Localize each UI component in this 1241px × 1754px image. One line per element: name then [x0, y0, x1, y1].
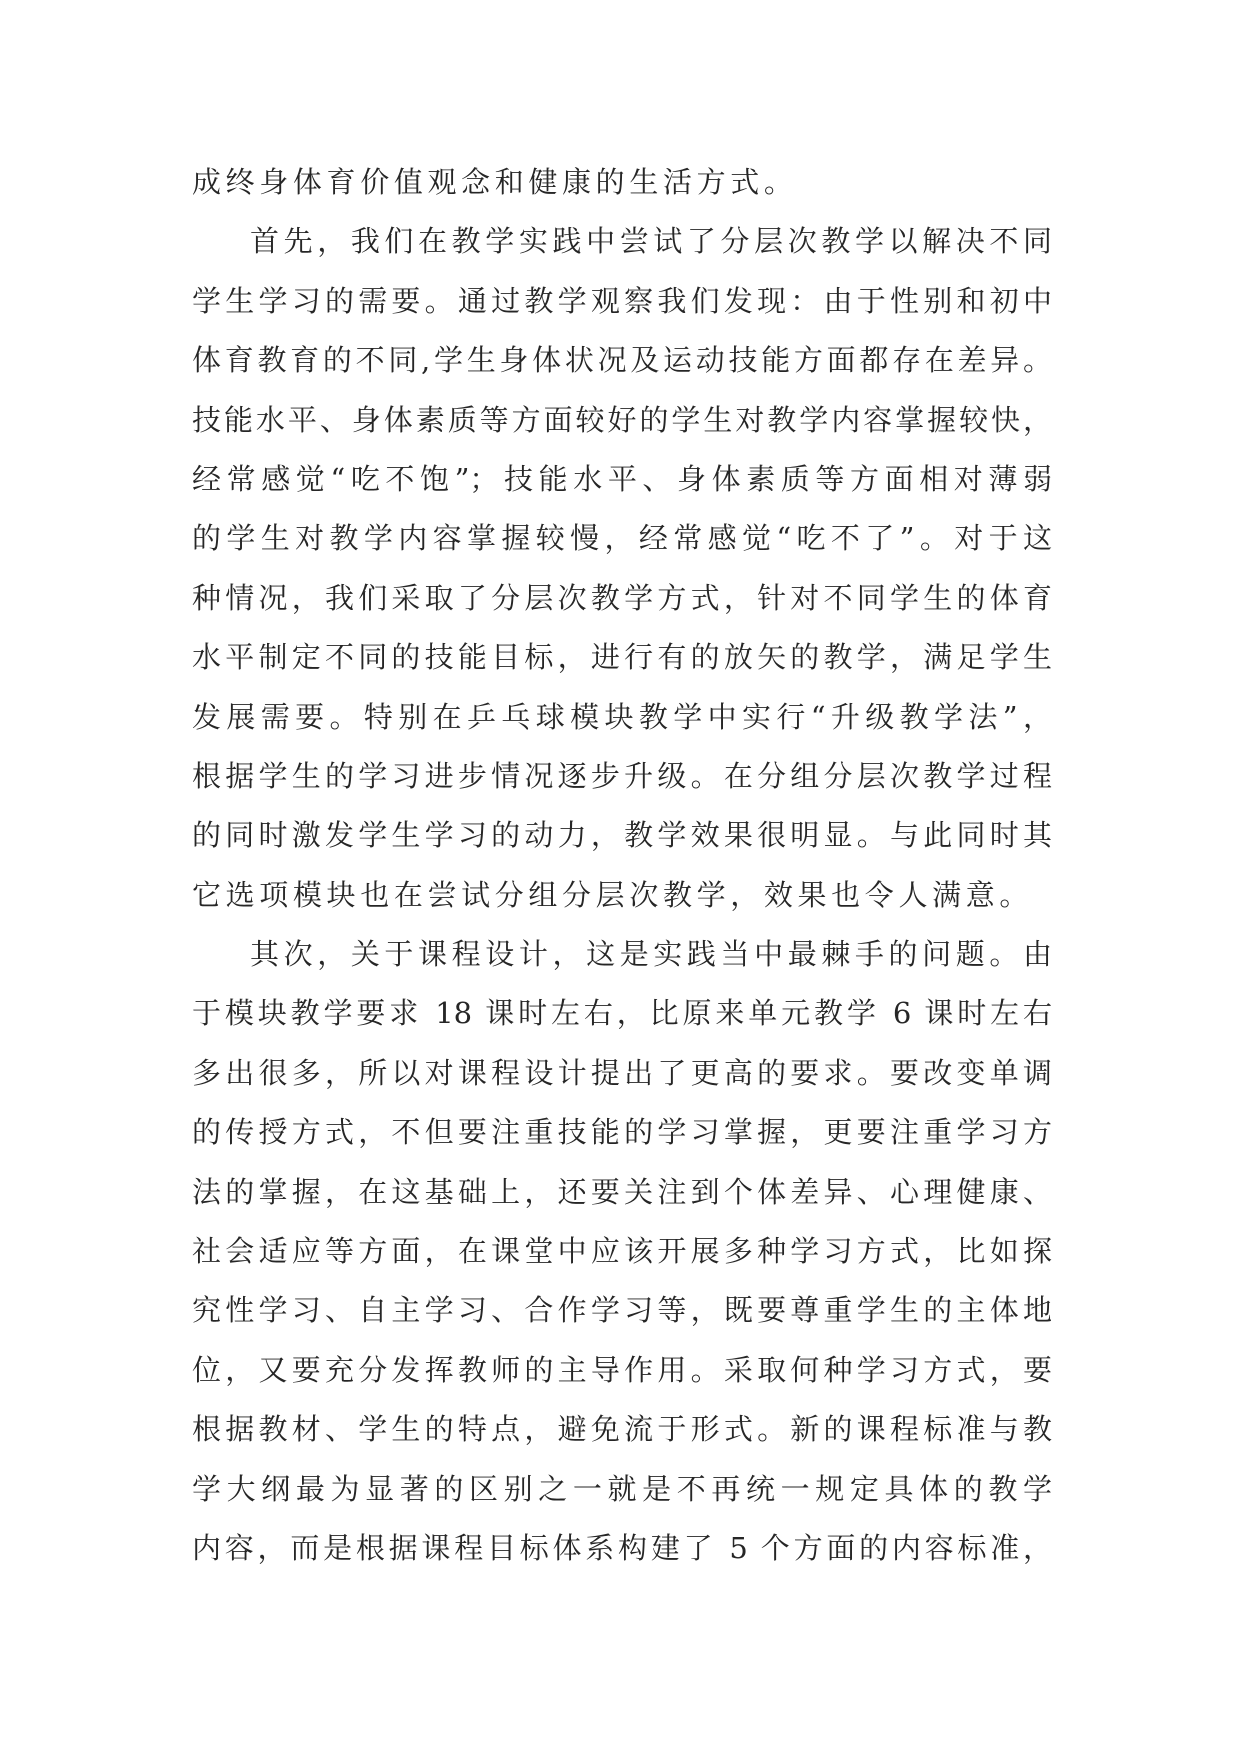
text-line: 学生学习的需要。通过教学观察我们发现：由于性别和初中	[192, 283, 1052, 318]
text-line: 的学生对教学内容掌握较慢，经常感觉“吃不了”。对于这	[192, 521, 1052, 556]
text-line: 体育教育的不同,学生身体状况及运动技能方面都存在差异。	[192, 343, 1052, 378]
text-line: 水平制定不同的技能目标，进行有的放矢的教学，满足学生	[192, 640, 1052, 675]
text-line: 多出很多，所以对课程设计提出了更高的要求。要改变单调	[192, 1055, 1052, 1090]
text-line: 法的掌握，在这基础上，还要关注到个体差异、心理健康、	[192, 1174, 1052, 1209]
text-line: 根据教材、学生的特点，避免流于形式。新的课程标准与教	[192, 1412, 1052, 1447]
text-line: 种情况，我们采取了分层次教学方式，针对不同学生的体育	[192, 580, 1052, 615]
text-line: 学大纲最为显著的区别之一就是不再统一规定具体的教学	[192, 1471, 1052, 1506]
text-line: 根据学生的学习进步情况逐步升级。在分组分层次教学过程	[192, 758, 1052, 793]
text-line: 首先，我们在教学实践中尝试了分层次教学以解决不同	[250, 224, 1052, 259]
body-text	[192, 153, 1052, 1578]
text-line: 它选项模块也在尝试分组分层次教学，效果也令人满意。	[192, 877, 1034, 912]
text-line: 技能水平、身体素质等方面较好的学生对教学内容掌握较快，	[192, 402, 1052, 437]
text-line: 的传授方式，不但要注重技能的学习掌握，更要注重学习方	[192, 1115, 1052, 1150]
text-line: 社会适应等方面，在课堂中应该开展多种学习方式，比如探	[192, 1234, 1052, 1269]
text-line: 内容，而是根据课程目标体系构建了 5 个方面的内容标准，	[192, 1530, 1052, 1565]
text-line: 的同时激发学生学习的动力，教学效果很明显。与此同时其	[192, 818, 1052, 853]
text-line: 位，又要充分发挥教师的主导作用。采取何种学习方式，要	[192, 1352, 1052, 1387]
text-line: 于模块教学要求 18 课时左右，比原来单元教学 6 课时左右	[192, 996, 1052, 1031]
text-line: 经常感觉“吃不饱”；技能水平、身体素质等方面相对薄弱	[192, 461, 1052, 496]
text-line: 发展需要。特别在乒乓球模块教学中实行“升级教学法”，	[192, 699, 1052, 734]
text-line: 成终身体育价值观念和健康的生活方式。	[192, 165, 798, 199]
text-line: 其次，关于课程设计，这是实践当中最棘手的问题。由	[250, 937, 1052, 972]
text-line: 究性学习、自主学习、合作学习等，既要尊重学生的主体地	[192, 1293, 1052, 1328]
